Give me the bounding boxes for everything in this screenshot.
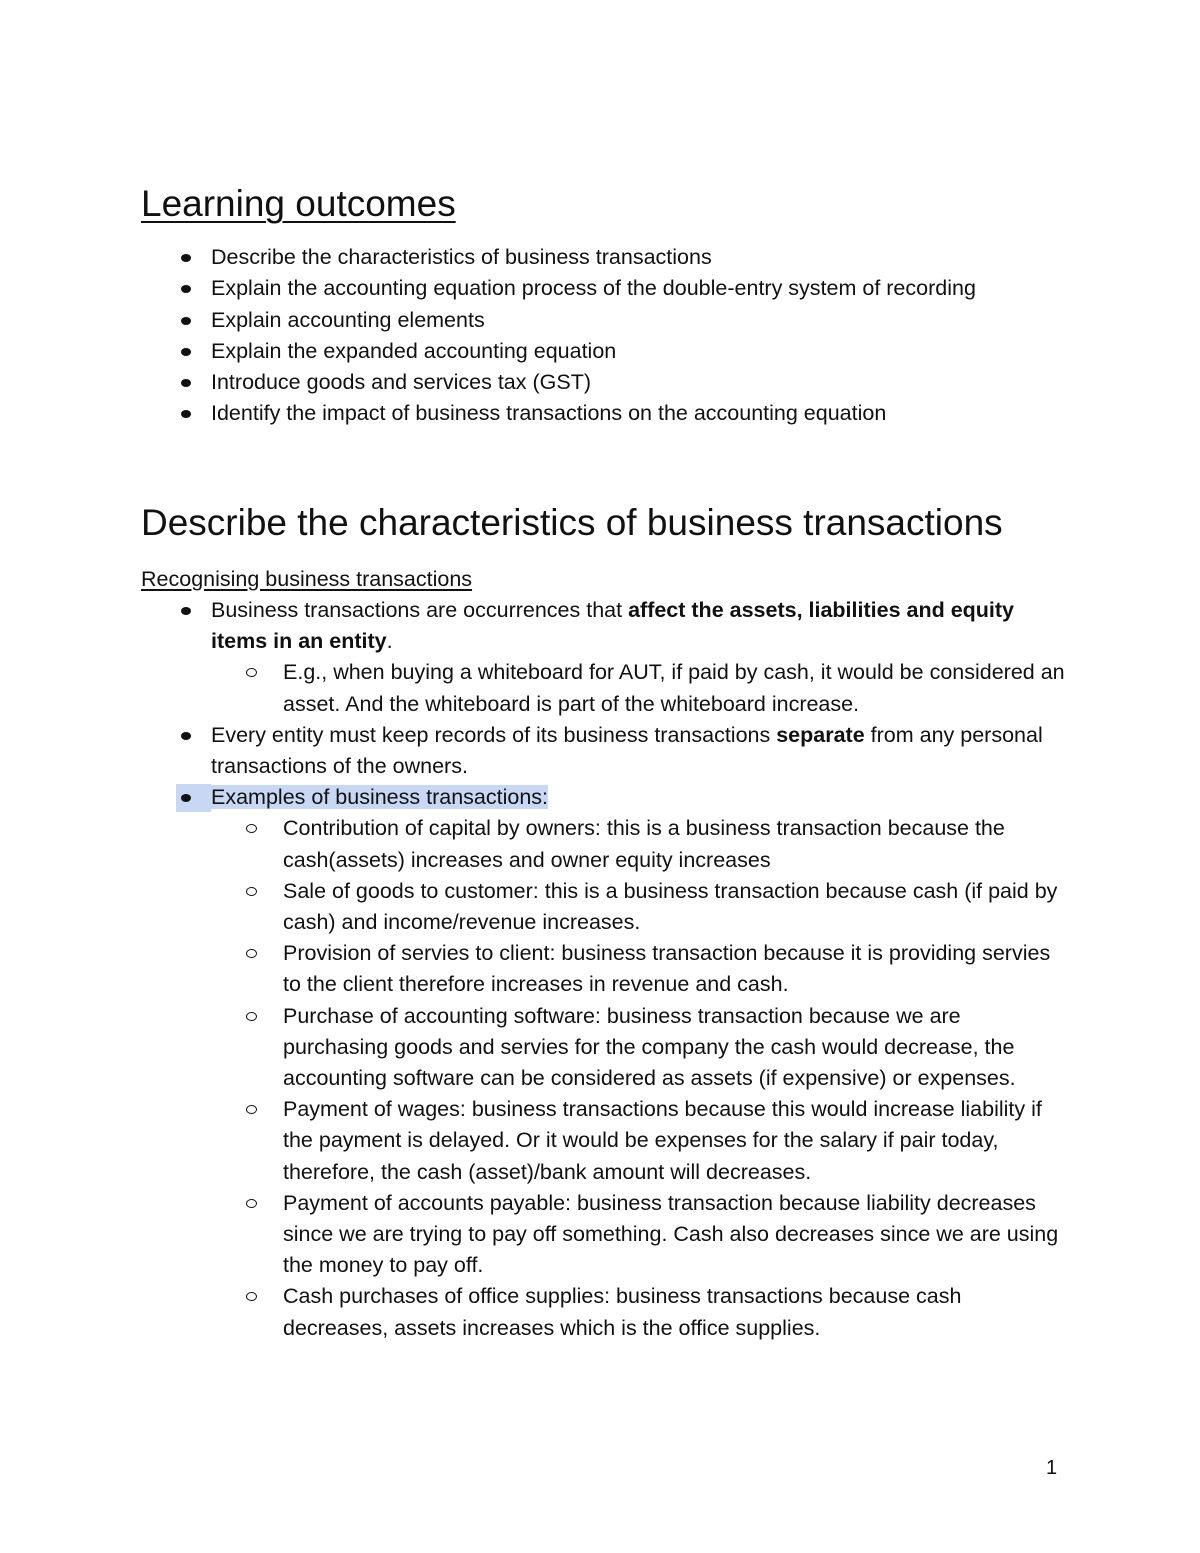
hollow-bullet-icon [246,824,257,833]
list-item-text: Explain the accounting equation process of the double-entry system of recording [211,276,976,301]
hollow-bullet-icon [246,668,257,677]
list-item-text: from any personal transactions of the owners. [211,722,1043,779]
list-item-text: Explain accounting elements [211,307,485,332]
sub-list-item-text: E.g., when buying a whiteboard for AUT, if paid by cash, it would be considered an asset. And the whiteboard is part of the whiteboard increase. [283,660,1065,716]
sub-list-item [211,1094,1071,1188]
list-item [141,398,976,429]
bullet-icon [181,794,191,802]
list-item-text: Describe the characteristics of business transactions [211,245,712,269]
list-item [141,367,976,398]
sub-list-item [211,1188,1071,1282]
hollow-bullet-icon [246,949,257,958]
list-item [141,720,1071,782]
sub-list-item [211,876,1071,938]
bullet-icon [181,410,191,418]
sub-list-item [211,1001,1071,1095]
examples-sub-list [211,813,1071,1343]
list-item [141,305,976,336]
section-heading: Describe the characteristics of business transactions [141,502,1003,543]
sub-list-item-text: Purchase of accounting software: business transaction because we are purchasing goods and servies for the company the cash would decrease, the accounting software can be considered as assets (if expensive) or expenses. [283,1003,1016,1091]
hollow-bullet-icon [246,887,257,896]
bullet-icon [181,254,191,262]
section-subheading: Recognising business transactions [141,567,473,591]
sub-list-item-text: Sale of goods to customer: this is a business transaction because cash (if paid by cash) and income/revenue increases. [283,878,1058,935]
bullet-icon [181,732,191,740]
bullet-icon [181,285,191,293]
sub-list-item [211,1281,1071,1343]
bullet-icon [181,317,191,325]
list-item [141,242,976,273]
sub-list-item [211,938,1071,1000]
hollow-bullet-icon [246,1012,257,1021]
bold-text: separate [776,722,865,747]
sub-list-item-text: Payment of wages: business transactions because this would increase liability if the payment is delayed. Or it would be expenses for the salary if pair today, therefore, the cash (asset)/bank amount will decreases. [283,1097,1042,1184]
hollow-bullet-icon [246,1199,257,1208]
list-item [141,782,1071,1344]
bullet-icon [181,348,191,356]
bold-text: affect the assets, liabilities and equity items in an entity [211,598,1015,654]
sub-list-item-text: Cash purchases of office supplies: business transactions because cash decreases, assets increases which is the office supplies. [283,1284,962,1340]
bullet-icon [181,379,191,387]
list-item-text: Business transactions are occurrences that [211,598,629,622]
sub-list [211,657,1071,719]
learning-outcomes-heading: Learning outcomes [141,183,456,224]
list-item-text: Identify the impact of business transactions on the accounting equation [211,401,887,426]
list-item-text: Introduce goods and services tax (GST) [211,370,592,395]
list-item [141,595,1071,720]
bullet-icon [181,607,191,615]
highlighted-text[interactable]: Examples of business transactions: [211,785,548,810]
sub-list-item [211,813,1071,875]
sub-list-item-text: Provision of servies to client: business transaction because it is providing servies to the client therefore increases in revenue and cash. [283,941,1051,997]
business-transactions-list [141,595,1071,1344]
list-item-text: Every entity must keep records of its business transactions [211,722,777,747]
sub-list-item-text: Contribution of capital by owners: this is a business transaction because the cash(assets) increases and owner equity increases [283,816,1005,872]
hollow-bullet-icon [246,1292,257,1301]
list-item-text: . [386,629,393,654]
list-item-text: Explain the expanded accounting equation [211,338,617,363]
text-selection-highlight [176,784,211,812]
hollow-bullet-icon [246,1105,257,1114]
page-number: 1 [1046,1457,1058,1479]
sub-list-item-text: Payment of accounts payable: business transaction because liability decreases since we are trying to pay off something. Cash also decreases since we are using the money to pay off. [283,1190,1059,1278]
list-item [141,273,976,304]
sub-list-item [211,657,1071,719]
list-item [141,336,976,367]
learning-outcomes-list [141,242,976,430]
